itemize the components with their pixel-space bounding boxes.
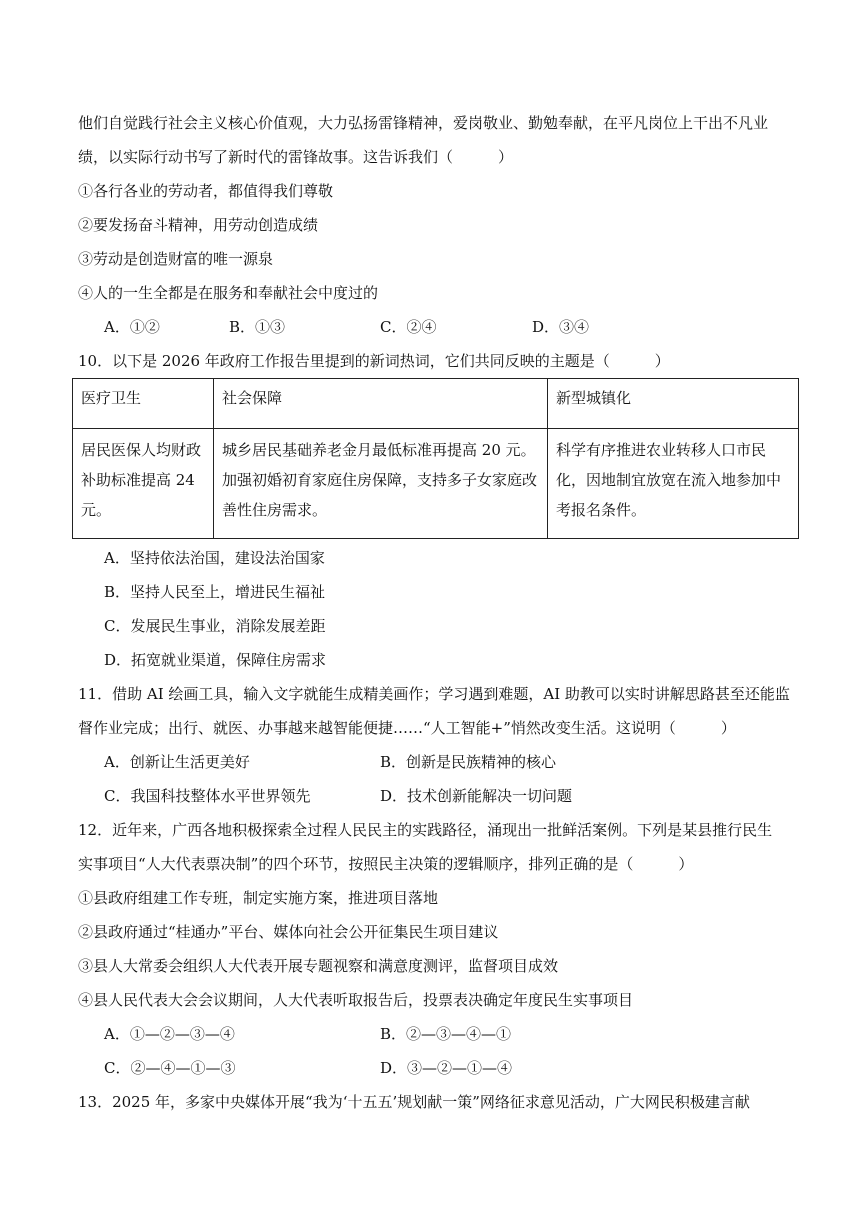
q13-stem-line1: 13．2025 年，多家中央媒体开展“我为‘十五五’规划献一策”网络征求意见活动，广大网民积极建言献 — [78, 1093, 750, 1111]
q10-table — [72, 378, 799, 539]
q12-option-d: D．③—②—①—④ — [380, 1059, 513, 1077]
q10-option-c: C．发展民生事业，消除发展差距 — [104, 617, 326, 635]
q11-option-b: B．创新是民族精神的核心 — [380, 753, 557, 771]
q9-stem-line1: 他们自觉践行社会主义核心价值观，大力弘扬雷锋精神，爱岗敬业、勤勉奉献，在平凡岗位上干出不凡业 — [78, 114, 769, 132]
q12-option-c: C．②—④—①—③ — [104, 1059, 236, 1077]
table-cell: 居民医保人均财政补助标准提高 24 元。 — [73, 429, 214, 539]
table-header-cell: 社会保障 — [214, 379, 548, 429]
q10-option-a: A．坚持依法治国，建设法治国家 — [104, 549, 325, 567]
q9-stem-line2: 绩，以实际行动书写了新时代的雷锋故事。这告诉我们（ ） — [78, 148, 514, 166]
q12-option-a: A．①—②—③—④ — [104, 1025, 235, 1043]
q9-item-1: ①各行各业的劳动者，都值得我们尊敬 — [78, 182, 334, 200]
table-row — [73, 429, 799, 539]
q9-option-c: C．②④ — [380, 318, 437, 336]
table-header-cell: 新型城镇化 — [548, 379, 799, 429]
q9-option-b: B．①③ — [229, 318, 286, 336]
table-header-cell: 医疗卫生 — [73, 379, 214, 429]
q9-option-a: A．①② — [104, 318, 160, 336]
q9-item-3: ③劳动是创造财富的唯一源泉 — [78, 250, 274, 268]
q11-option-d: D．技术创新能解决一切问题 — [380, 787, 573, 805]
q10-option-d: D．拓宽就业渠道，保障住房需求 — [104, 651, 327, 669]
q9-option-d: D．③④ — [532, 318, 590, 336]
q12-stem-line2: 实事项目“人大代表票决制”的四个环节，按照民主决策的逻辑顺序，排列正确的是（ ） — [78, 855, 694, 873]
table-header-row — [73, 379, 799, 429]
q11-stem-line2: 督作业完成；出行、就医、办事越来越智能便捷……“人工智能+”悄然改变生活。这说明（ ） — [78, 719, 736, 737]
q11-stem-line1: 11．借助 AI 绘画工具，输入文字就能生成精美画作；学习遇到难题，AI 助教可以实时讲解思路甚至还能监 — [78, 685, 790, 703]
table-cell: 城乡居民基础养老金月最低标准再提高 20 元。加强初婚初育家庭住房保障，支持多子女家庭改善性住房需求。 — [214, 429, 548, 539]
q12-item-4: ④县人民代表大会会议期间，人大代表听取报告后，投票表决确定年度民生实事项目 — [78, 991, 634, 1009]
q12-option-b: B．②—③—④—① — [380, 1025, 512, 1043]
q10-stem: 10．以下是 2026 年政府工作报告里提到的新词热词，它们共同反映的主题是（ ） — [78, 352, 670, 370]
q10-option-b: B．坚持人民至上，增进民生福祉 — [104, 583, 326, 601]
q9-item-4: ④人的一生全都是在服务和奉献社会中度过的 — [78, 284, 379, 302]
q11-option-c: C．我国科技整体水平世界领先 — [104, 787, 311, 805]
q12-stem-line1: 12．近年来，广西各地积极探索全过程人民民主的实践路径，涌现出一批鲜活案例。下列是某县推行民生 — [78, 821, 773, 839]
q12-item-1: ①县政府组建工作专班，制定实施方案，推进项目落地 — [78, 889, 439, 907]
q9-item-2: ②要发扬奋斗精神，用劳动创造成绩 — [78, 216, 319, 234]
q12-item-3: ③县人大常委会组织人大代表开展专题视察和满意度测评，监督项目成效 — [78, 957, 559, 975]
table-cell: 科学有序推进农业转移人口市民化，因地制宜放宽在流入地参加中考报名条件。 — [548, 429, 799, 539]
q11-option-a: A．创新让生活更美好 — [104, 753, 250, 771]
q12-item-2: ②县政府通过“桂通办”平台、媒体向社会公开征集民生项目建议 — [78, 923, 499, 941]
